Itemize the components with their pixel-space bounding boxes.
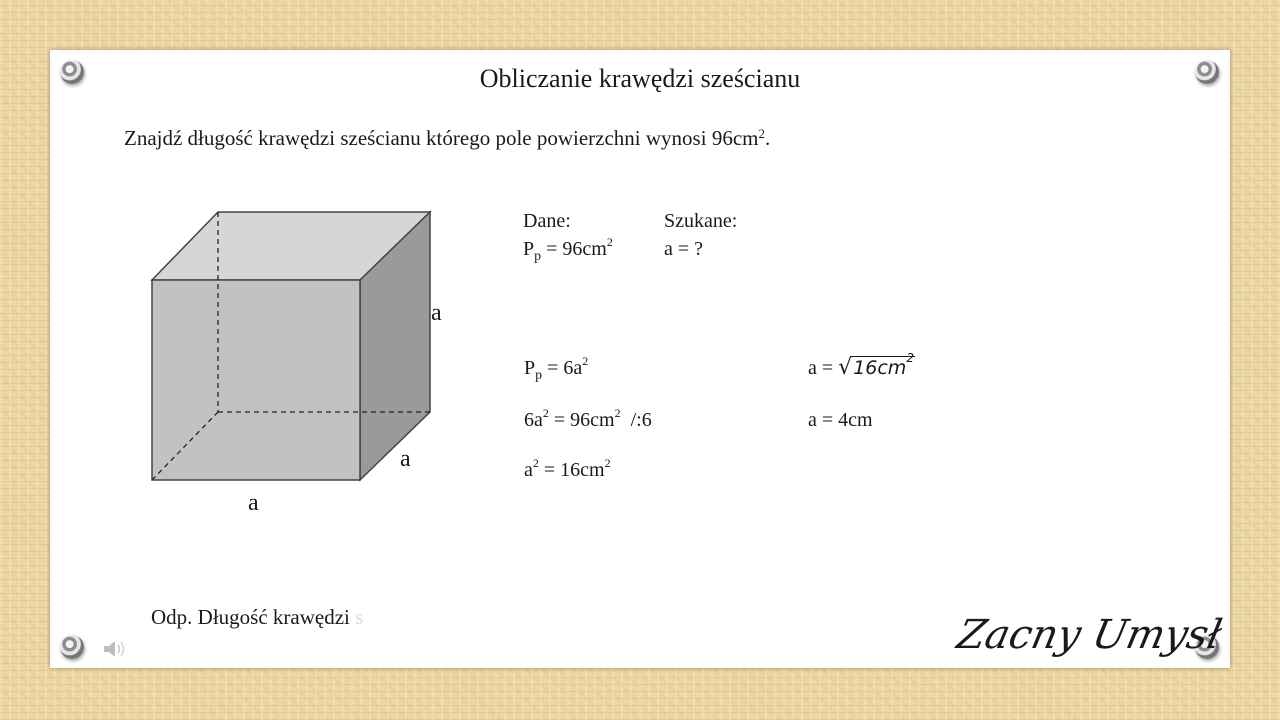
step3-left: a xyxy=(524,459,533,481)
problem-exponent: 2 xyxy=(758,126,765,141)
final-result: a = 4cm xyxy=(808,409,873,431)
step2-exponent-right: 2 xyxy=(614,406,621,420)
step3-exponent-right: 2 xyxy=(604,456,611,470)
step1-symbol: P xyxy=(524,357,536,379)
cube-diagram xyxy=(148,208,468,508)
given-value xyxy=(523,235,613,264)
answer-line xyxy=(151,605,363,630)
slide-title: Obliczanie krawędzi sześcianu xyxy=(479,64,801,93)
step1-subscript: p xyxy=(535,368,543,383)
step3-right: = 16cm xyxy=(538,459,605,481)
given-equals: = 96cm xyxy=(541,238,607,260)
step1-exponent: 2 xyxy=(582,354,589,368)
slide-card xyxy=(50,50,1230,668)
step2-left: 6a xyxy=(524,409,543,431)
step2-right: = 96cm xyxy=(548,409,615,431)
radicand-exponent: 2 xyxy=(906,351,914,365)
problem-period: . xyxy=(764,126,771,150)
step-equation xyxy=(524,406,652,432)
step-formula xyxy=(524,354,589,383)
step3-exponent-left: 2 xyxy=(532,456,539,470)
given-heading: Dane: xyxy=(523,210,571,232)
radicand-text: 16cm xyxy=(853,357,907,379)
sqrt-symbol: √ xyxy=(838,355,853,380)
step1-value: = 6a xyxy=(542,357,583,379)
given-subscript: p xyxy=(534,249,542,264)
problem-statement xyxy=(124,126,770,151)
edge-label-depth: a xyxy=(400,446,411,472)
sought-value: a = ? xyxy=(664,238,704,260)
given-symbol: P xyxy=(523,238,535,260)
given-exponent: 2 xyxy=(606,235,613,249)
radicand xyxy=(852,351,915,379)
answer-faded-text: s xyxy=(355,605,364,629)
root-step xyxy=(808,351,915,380)
cube-front-face xyxy=(152,280,360,480)
speaker-icon[interactable] xyxy=(102,638,128,660)
step-result xyxy=(524,456,611,482)
edge-label-bottom: a xyxy=(248,490,259,516)
edge-label-right: a xyxy=(431,300,442,326)
brand-signature: Zacny Umysł xyxy=(953,612,1226,658)
sought-heading: Szukane: xyxy=(664,210,738,232)
step2-divide: /:6 xyxy=(620,409,652,431)
problem-text: Znajdź długość krawędzi sześcianu którego pole powierzchni wynosi 96cm xyxy=(124,126,759,150)
root-left: a = xyxy=(808,357,839,379)
step2-exponent-left: 2 xyxy=(542,406,549,420)
pin-icon xyxy=(60,635,84,659)
answer-text: Odp. Długość krawędzi xyxy=(151,605,356,629)
